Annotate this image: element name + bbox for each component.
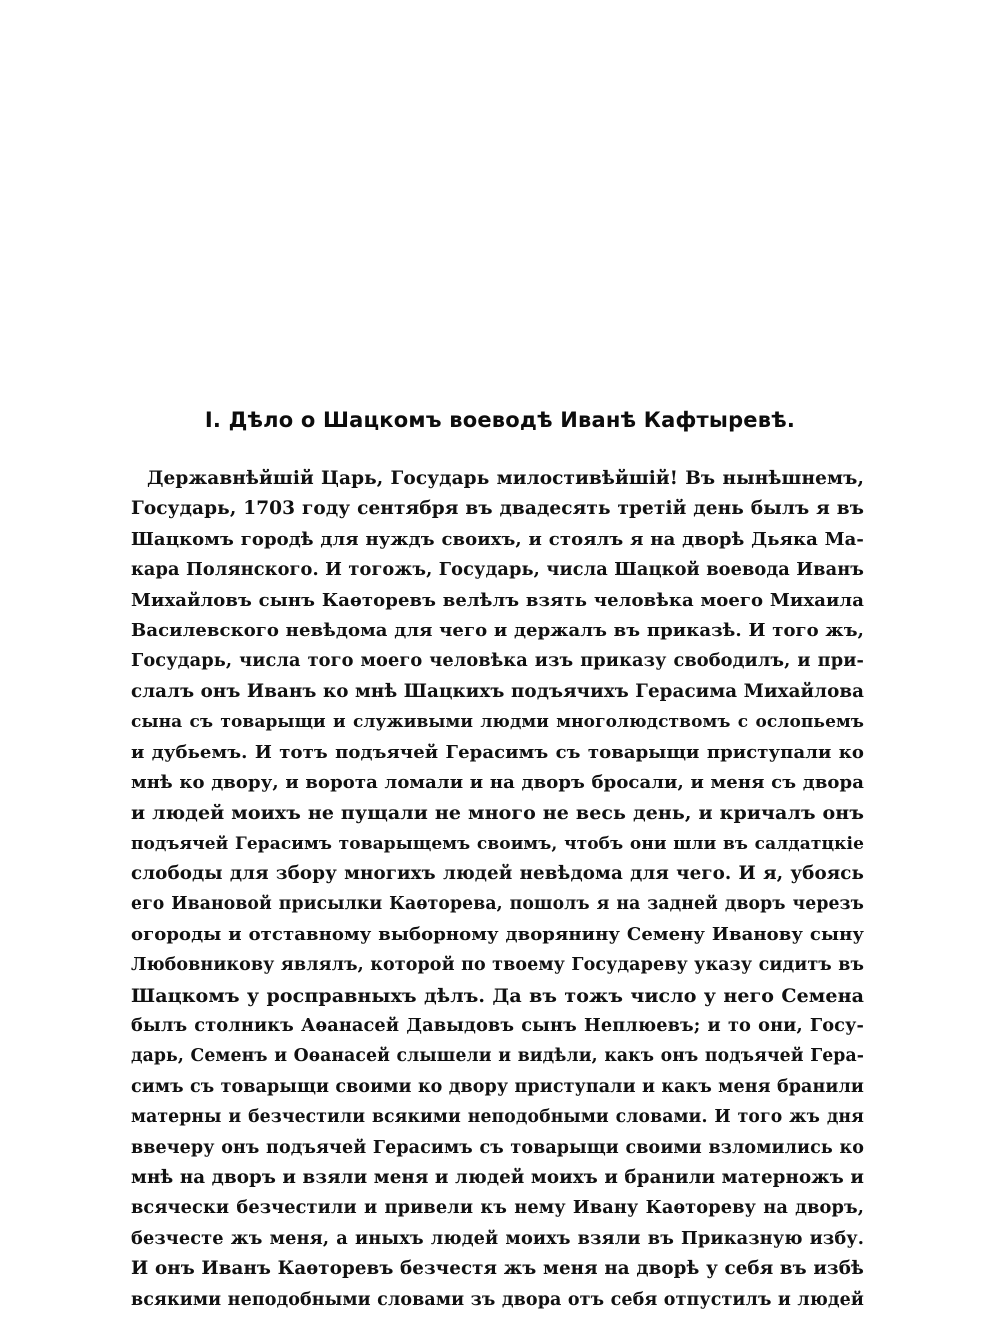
text-line: слалъ онъ Иванъ ко мнѣ Шацкихъ подъячихъ Герасима Михайлова [131,680,864,702]
text-line: былъ столникъ Аѳанасей Давыдовъ сынъ Неплюевъ; и то они, Госу- [131,1015,864,1037]
text-line: подъячей Герасимъ товарыщемъ своимъ, чтобъ они шли въ салдатцкіе [131,833,864,854]
text-line: всякими неподобными словами зъ двора отъ себя отпустилъ и людей [131,1289,864,1310]
text-line: его Ивановой присылки Каѳторева, пошолъ я на задней дворъ черезъ [131,894,864,915]
text-line: Державнѣйшій Царь, Государь милостивѣйшій! Въ нынѣшнемъ, [147,468,864,489]
text-line: И онъ Иванъ Каѳторевъ безчестя жъ меня на дворѣ у себя въ избѣ [131,1258,864,1280]
text-line: дарь, Семенъ и Оѳанасей слышели и видѣли, какъ онъ подъячей Гера- [131,1046,864,1067]
text-line: Василевского невѣдома для чего и держалъ въ приказѣ. И того жъ, [131,619,864,641]
text-line: сына съ товарыщи и служивыми людми многолюдствомъ с ослопьемъ [131,712,864,733]
text-line: матерны и безчестили всякими неподобными словами. И того жъ дня [131,1107,864,1128]
text-line: Михайловъ сынъ Каѳторевъ велѣлъ взять человѣка моего Михаила [131,589,864,611]
text-line: симъ съ товарыщи своими ко двору приступали и какъ меня бранили [131,1076,864,1097]
text-line: Любовникову являлъ, которой по твоему Государеву указу сидитъ въ [131,955,864,976]
text-line: Государь, 1703 году сентября въ двадесять третій день былъ я въ [131,498,864,520]
text-line: мнѣ ко двору, и ворота ломали и на дворъ бросали, и меня съ двора [131,771,864,793]
text-line: кара Полянского. И тогожъ, Государь, числа Шацкой воевода Иванъ [131,559,864,581]
text-line: всячески безчестили и привели къ нему Ивану Каѳтореву на дворъ, [131,1197,864,1219]
text-line: и людей моихъ не пущали не много не весь день, и кричалъ онъ [131,802,864,825]
text-line: ввечеру онъ подъячей Герасимъ съ товарыщи своими взломились ко [131,1137,864,1158]
section-heading: I. Дѣло о Шацкомъ воеводѣ Иванѣ Кафтыревѣ. [204,408,796,432]
text-line: мнѣ на дворъ и взяли меня и людей моихъ и бранили матерножъ и [131,1166,864,1188]
text-line: Государь, числа того моего человѣка изъ приказу свободилъ, и при- [131,650,864,672]
text-line: Шацкомъ городѣ для нуждъ своихъ, и стоялъ я на дворѣ Дьяка Ма- [131,528,864,550]
text-line: Шацкомъ у росправныхъ дѣлъ. Да въ тожъ число у него Семена [131,984,864,1007]
body-text [131,464,864,1315]
text-line: и дубьемъ. И тотъ подъячей Герасимъ съ товарыщи приступали ко [131,741,864,763]
text-line: слободы для збору многихъ людей невѣдома для чего. И я, убоясь [131,863,864,885]
text-line: огороды и отставному выборному дворянину Семену Иванову сыну [131,923,864,945]
text-line: безчесте жъ меня, а иныхъ людей моихъ взяли въ Приказную избу. [131,1227,864,1249]
